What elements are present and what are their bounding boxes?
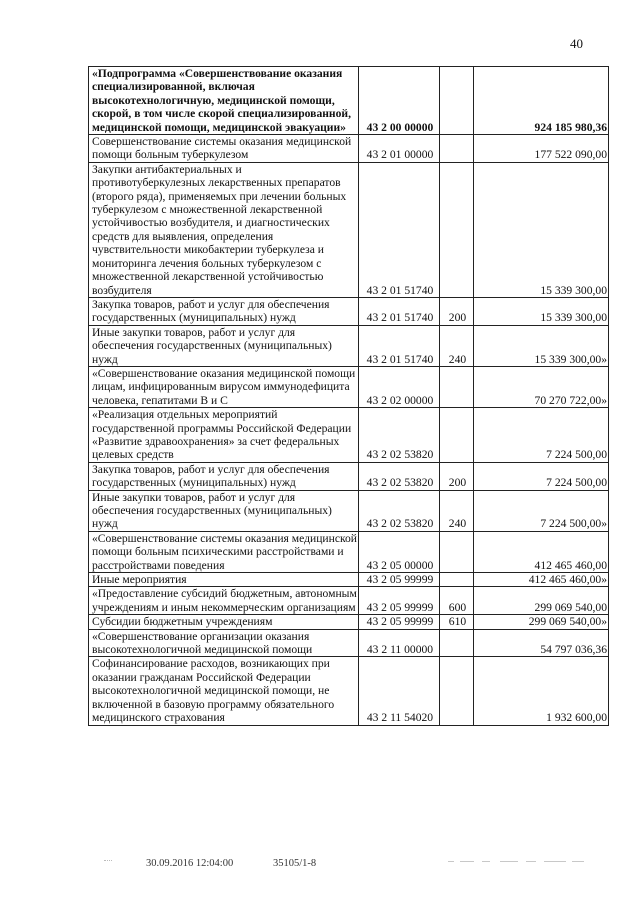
table-row bbox=[89, 490, 609, 531]
row-vr-cell bbox=[440, 573, 474, 587]
table-row bbox=[89, 408, 609, 463]
row-vr-cell: 200 bbox=[440, 462, 474, 490]
row-vr-cell bbox=[440, 408, 474, 463]
row-name-cell: Закупка товаров, работ и услуг для обеспечения государственных (муниципальных) нужд bbox=[89, 297, 359, 325]
row-code-cell: 43 2 00 00000 bbox=[359, 67, 440, 135]
row-sum-cell: 177 522 090,00 bbox=[474, 135, 609, 163]
row-sum-cell: 7 224 500,00 bbox=[474, 462, 609, 490]
row-vr-cell bbox=[440, 657, 474, 725]
row-code-cell: 43 2 01 00000 bbox=[359, 135, 440, 163]
row-sum-cell: 15 339 300,00» bbox=[474, 325, 609, 366]
row-vr-cell bbox=[440, 67, 474, 135]
row-code-cell: 43 2 05 99999 bbox=[359, 573, 440, 587]
row-name-cell: Субсидии бюджетным учреждениям bbox=[89, 615, 359, 629]
table-row bbox=[89, 325, 609, 366]
row-name-cell: «Совершенствование оказания медицинской помощи лицам, инфицированным вирусом иммунодефицита человека, гепатитами В и С bbox=[89, 366, 359, 407]
row-vr-cell: 600 bbox=[440, 587, 474, 615]
table-row bbox=[89, 629, 609, 657]
row-code-cell: 43 2 01 51740 bbox=[359, 325, 440, 366]
row-code-cell: 43 2 01 51740 bbox=[359, 162, 440, 297]
faint-stamp-mark bbox=[448, 858, 598, 868]
row-vr-cell: 240 bbox=[440, 490, 474, 531]
row-name-cell: «Реализация отдельных мероприятий государственной программы Российской Федерации «Развитие здравоохранения» за счет федеральных целевых средств bbox=[89, 408, 359, 463]
row-code-cell: 43 2 02 53820 bbox=[359, 408, 440, 463]
scan-artifact bbox=[104, 860, 112, 869]
row-sum-cell: 7 224 500,00» bbox=[474, 490, 609, 531]
row-code-cell: 43 2 05 99999 bbox=[359, 615, 440, 629]
table-row bbox=[89, 67, 609, 135]
table-row bbox=[89, 297, 609, 325]
row-sum-cell: 1 932 600,00 bbox=[474, 657, 609, 725]
row-sum-cell: 70 270 722,00» bbox=[474, 366, 609, 407]
row-code-cell: 43 2 05 00000 bbox=[359, 531, 440, 572]
row-vr-cell bbox=[440, 629, 474, 657]
row-vr-cell bbox=[440, 162, 474, 297]
budget-table-body bbox=[89, 67, 609, 726]
footer-doc-number: 35105/1-8 bbox=[273, 858, 317, 869]
table-row bbox=[89, 573, 609, 587]
table-row bbox=[89, 162, 609, 297]
row-code-cell: 43 2 02 53820 bbox=[359, 462, 440, 490]
row-sum-cell: 15 339 300,00 bbox=[474, 162, 609, 297]
row-sum-cell: 299 069 540,00 bbox=[474, 587, 609, 615]
row-code-cell: 43 2 02 00000 bbox=[359, 366, 440, 407]
table-row bbox=[89, 366, 609, 407]
row-vr-cell: 240 bbox=[440, 325, 474, 366]
table-row bbox=[89, 657, 609, 725]
row-vr-cell bbox=[440, 135, 474, 163]
row-name-cell: Закупка товаров, работ и услуг для обеспечения государственных (муниципальных) нужд bbox=[89, 462, 359, 490]
row-sum-cell: 412 465 460,00» bbox=[474, 573, 609, 587]
row-name-cell: «Предоставление субсидий бюджетным, автономным учреждениям и иным некоммерческим организациям bbox=[89, 587, 359, 615]
row-sum-cell: 54 797 036,36 bbox=[474, 629, 609, 657]
table-row bbox=[89, 615, 609, 629]
row-name-cell: Софинансирование расходов, возникающих при оказании гражданам Российской Федерации высокотехнологичной медицинской помощи, не включенной в базовую программу обязательного медицинского страхования bbox=[89, 657, 359, 725]
row-name-cell: Иные закупки товаров, работ и услуг для обеспечения государственных (муниципальных) нужд bbox=[89, 325, 359, 366]
row-name-cell: Закупки антибактериальных и противотуберкулезных лекарственных препаратов (второго ряда), применяемых при лечении больных туберкулезом с множественной лекарственной устойчивостью возбудителя, и диагностических средств для выявления, определения чувствительности микобактерии туберкулеза и мониторинга лечения больных туберкулезом с множественной лекарственной устойчивостью возбудителя bbox=[89, 162, 359, 297]
row-sum-cell: 7 224 500,00 bbox=[474, 408, 609, 463]
row-code-cell: 43 2 05 99999 bbox=[359, 587, 440, 615]
row-vr-cell: 200 bbox=[440, 297, 474, 325]
page-number: 40 bbox=[570, 36, 583, 51]
row-name-cell: «Совершенствование системы оказания медицинской помощи больным психическими расстройствами и расстройствами поведения bbox=[89, 531, 359, 572]
row-vr-cell: 610 bbox=[440, 615, 474, 629]
row-name-cell: «Совершенствование организации оказания высокотехнологичной медицинской помощи bbox=[89, 629, 359, 657]
table-row bbox=[89, 135, 609, 163]
row-code-cell: 43 2 02 53820 bbox=[359, 490, 440, 531]
row-sum-cell: 299 069 540,00» bbox=[474, 615, 609, 629]
row-code-cell: 43 2 01 51740 bbox=[359, 297, 440, 325]
table-row bbox=[89, 587, 609, 615]
row-vr-cell bbox=[440, 366, 474, 407]
row-sum-cell: 924 185 980,36 bbox=[474, 67, 609, 135]
row-code-cell: 43 2 11 00000 bbox=[359, 629, 440, 657]
table-row bbox=[89, 531, 609, 572]
row-name-cell: Совершенствование системы оказания медицинской помощи больным туберкулезом bbox=[89, 135, 359, 163]
row-vr-cell bbox=[440, 531, 474, 572]
table-row bbox=[89, 462, 609, 490]
row-name-cell: Иные закупки товаров, работ и услуг для обеспечения государственных (муниципальных) нужд bbox=[89, 490, 359, 531]
row-code-cell: 43 2 11 54020 bbox=[359, 657, 440, 725]
row-name-cell: Иные мероприятия bbox=[89, 573, 359, 587]
footer-datetime: 30.09.2016 12:04:00 bbox=[146, 858, 234, 869]
row-sum-cell: 412 465 460,00 bbox=[474, 531, 609, 572]
row-sum-cell: 15 339 300,00 bbox=[474, 297, 609, 325]
row-name-cell: «Подпрограмма «Совершенствование оказания специализированной, включая высокотехнологичную, медицинской помощи, скорой, в том числе скорой специализированной, медицинской помощи, медицинской эвакуации» bbox=[89, 67, 359, 135]
budget-table bbox=[88, 66, 609, 726]
